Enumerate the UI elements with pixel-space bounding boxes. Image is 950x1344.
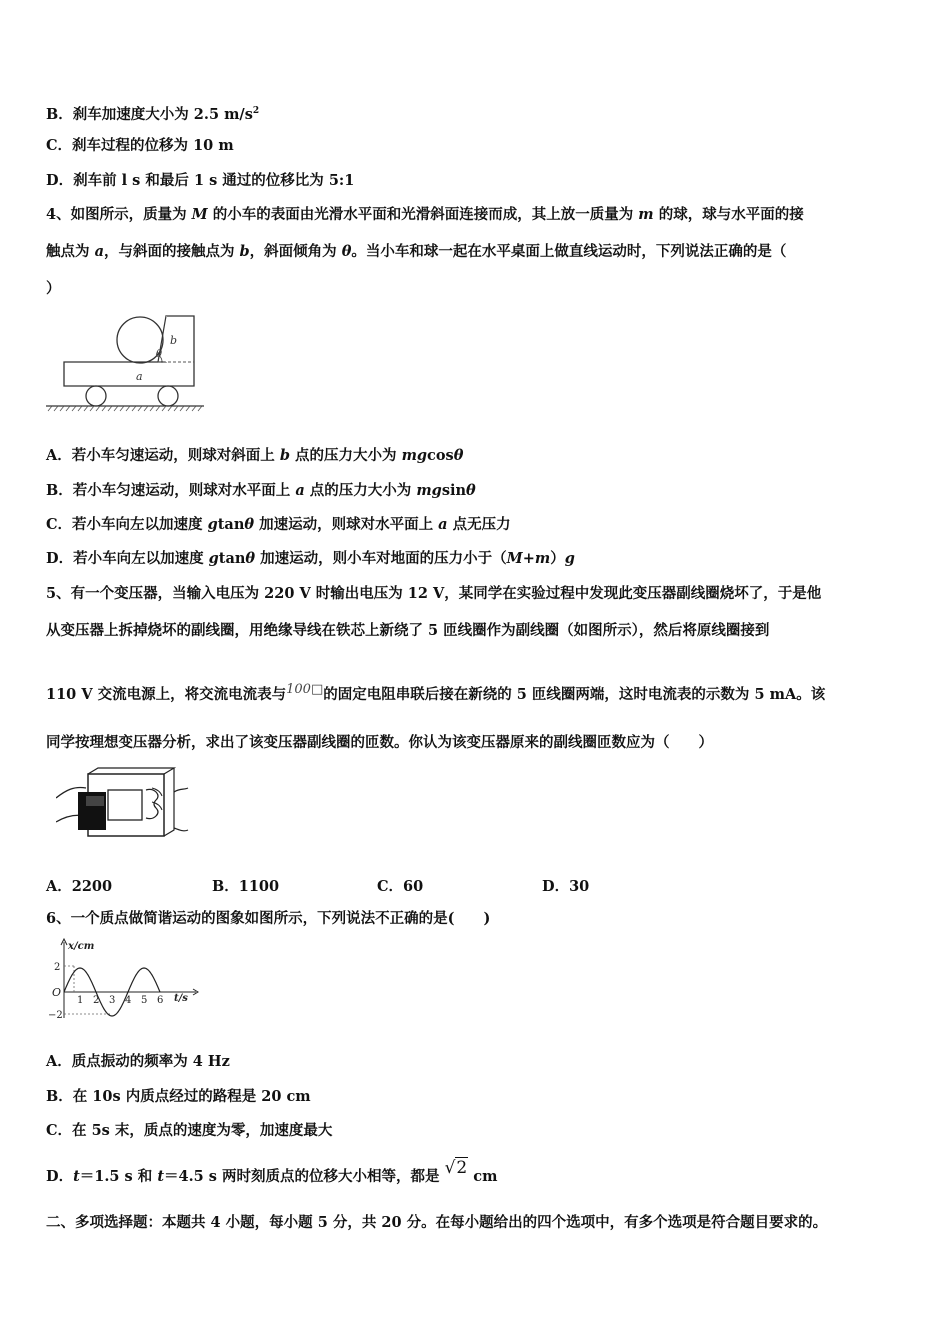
- section2-heading: 二、多项选择题：本题共 4 小题，每小题 5 分，共 20 分。在每小题给出的四个选项中，有多个选项是符合题目要求的。: [46, 1214, 828, 1231]
- q4-fig-label-theta: θ: [156, 349, 163, 360]
- q4-stem-line3: ）: [46, 280, 61, 297]
- q5-stem-line2: 从变压器上拆掉烧坏的副线圈，用绝缘导线在铁芯上新绕了 5 匝线圈作为副线圈（如图所示），然后将原线圈接到: [46, 622, 770, 639]
- q6-graph-xtick: 2: [93, 995, 100, 1006]
- q4-fig-label-b: b: [170, 334, 178, 347]
- q5-option-a: A．2200: [46, 878, 113, 895]
- q4-fig-label-a: a: [136, 370, 143, 383]
- q5-stem-line3: 110 V 交流电源上，将交流电流表与100□的固定电阻串联后接在新绕的 5 匝线圈两端，这时电流表的示数为 5 mA。该: [46, 682, 826, 703]
- q6-graph-xtick: 4: [125, 995, 132, 1006]
- q4-option-b: B．若小车匀速运动，则球对水平面上 a 点的压力大小为 mgsinθ: [46, 482, 476, 499]
- q6-graph-origin: O: [52, 986, 62, 999]
- q6-graph-xtick: 1: [77, 995, 84, 1006]
- q3-option-b: B．刹车加速度大小为 2.5 $m/s^2$: [46, 105, 260, 123]
- q5-option-b: B．1100: [212, 878, 280, 895]
- q5-option-d: D．30: [542, 878, 590, 895]
- q6-option-b: B．在 10s 内质点经过的路程是 20 cm: [46, 1088, 311, 1105]
- q5-transformer-figure: [56, 766, 191, 842]
- q6-graph-xtick: 5: [141, 995, 148, 1006]
- q5-option-c: C．60: [377, 878, 424, 895]
- q3-option-d: D．刹车前 l s 和最后 1 s 通过的位移比为 5:1: [46, 172, 355, 189]
- q6-graph-ylabel: x/cm: [68, 941, 95, 952]
- q6-stem: 6、一个质点做简谐运动的图象如图所示，下列说法不正确的是( ): [46, 910, 491, 927]
- q4-option-d: D．若小车向左以加速度 gtanθ 加速运动，则小车对地面的压力小于（M+m）g: [46, 550, 575, 567]
- q6-graph-xtick: 6: [157, 995, 164, 1006]
- q6-option-c: C．在 5s 末，质点的速度为零，加速度最大: [46, 1122, 333, 1139]
- q6-graph-xlabel: t/s: [174, 993, 188, 1004]
- q6-graph-ytick-pos: 2: [54, 962, 61, 973]
- q5-stem-line4: 同学按理想变压器分析，求出了该变压器副线圈的匝数。你认为该变压器原来的副线圈匝数应为（ ）: [46, 734, 713, 751]
- q4-option-c: C．若小车向左以加速度 gtanθ 加速运动，则球对水平面上 a 点无压力: [46, 516, 511, 533]
- q6-oscillation-graph: [44, 936, 204, 1028]
- q6-graph-xtick: 3: [109, 995, 116, 1006]
- q5-stem-line1: 5、有一个变压器，当输入电压为 220 V 时输出电压为 12 V，某同学在实验过程中发现此变压器副线圈烧坏了，于是他: [46, 585, 822, 602]
- q4-option-a: A．若小车匀速运动，则球对斜面上 b 点的压力大小为 mgcosθ: [46, 447, 464, 464]
- q6-graph-ytick-neg: −2: [48, 1010, 63, 1021]
- q6-option-d: D．t＝1.5 s 和 t＝4.5 s 两时刻质点的位移大小相等，都是 √2 cm: [46, 1158, 498, 1185]
- q5-resistance-inline-image: 100□: [286, 682, 324, 697]
- q6-sqrt-symbol: √2: [444, 1158, 468, 1178]
- q3-option-c: C．刹车过程的位移为 10 m: [46, 137, 234, 154]
- q6-option-a: A．质点振动的频率为 4 Hz: [46, 1053, 230, 1070]
- q4-stem-line1: 4、如图所示，质量为 M 的小车的表面由光滑水平面和光滑斜面连接而成，其上放一质量为 m 的球，球与水平面的接: [46, 206, 804, 223]
- q4-cart-figure: [44, 310, 209, 415]
- q4-stem-line2: 触点为 a，与斜面的接触点为 b，斜面倾角为 θ。当小车和球一起在水平桌面上做直线运动时，下列说法正确的是（: [46, 243, 787, 260]
